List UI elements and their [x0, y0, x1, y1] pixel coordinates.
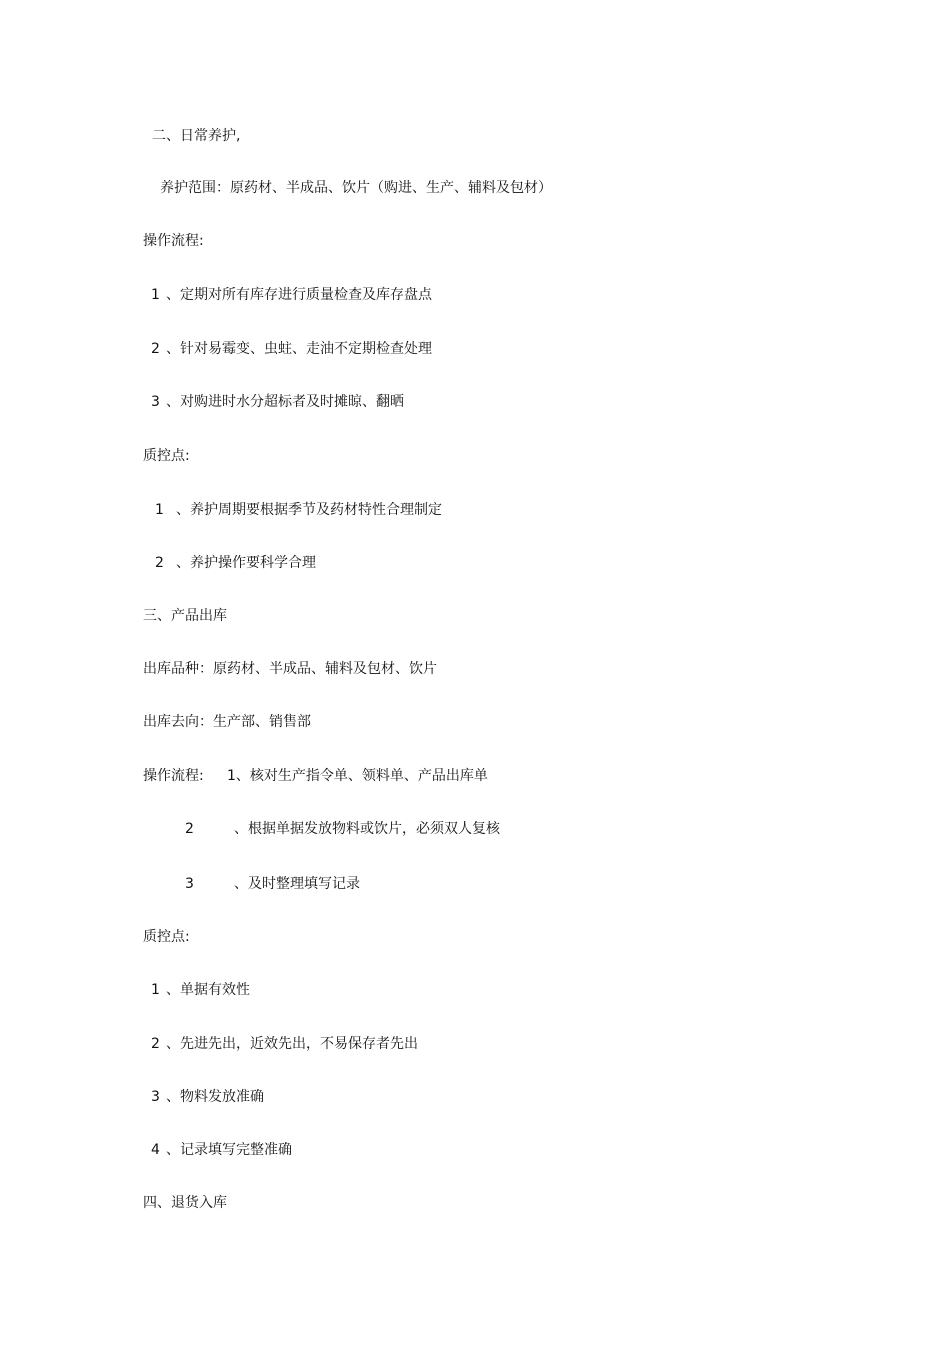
- qc-label: 质控点:: [143, 929, 190, 945]
- qc-text: 、单据有效性: [166, 982, 250, 998]
- qc-label: 质控点:: [143, 448, 190, 464]
- qc-text: 、养护操作要科学合理: [176, 555, 316, 571]
- step-number: 2: [151, 341, 160, 357]
- section-heading-daily-care: 二、日常养护,: [152, 128, 241, 144]
- step-number: 3: [185, 876, 194, 892]
- step-text: 、及时整理填写记录: [234, 876, 360, 892]
- qc-number: 1: [155, 502, 164, 518]
- step-text: 、定期对所有库存进行质量检查及库存盘点: [166, 287, 432, 303]
- outbound-process-first-step: 1、核对生产指令单、领料单、产品出库单: [227, 768, 488, 784]
- step-number: 3: [151, 394, 160, 410]
- section-heading-outbound: 三、产品出库: [143, 608, 227, 624]
- section-heading-returns: 四、退货入库: [143, 1195, 227, 1211]
- qc-number: 2: [155, 555, 164, 571]
- qc-text: 、先进先出，近效先出，不易保存者先出: [166, 1036, 418, 1052]
- qc-number: 4: [151, 1142, 160, 1158]
- outbound-destination: 出库去向：生产部、销售部: [143, 714, 311, 730]
- step-text: 、针对易霉变、虫蛀、走油不定期检查处理: [166, 341, 432, 357]
- step-number: 2: [185, 821, 194, 837]
- process-label: 操作流程:: [143, 768, 204, 784]
- care-scope: 养护范围：原药材、半成品、饮片（购进、生产、辅料及包材）: [160, 180, 552, 196]
- qc-text: 、养护周期要根据季节及药材特性合理制定: [176, 502, 442, 518]
- qc-number: 2: [151, 1036, 160, 1052]
- qc-text: 、记录填写完整准确: [166, 1142, 292, 1158]
- step-text: 、根据单据发放物料或饮片，必须双人复核: [234, 821, 500, 837]
- outbound-varieties: 出库品种：原药材、半成品、辅料及包材、饮片: [143, 661, 437, 677]
- process-label: 操作流程:: [143, 233, 204, 249]
- qc-text: 、物料发放准确: [166, 1089, 264, 1105]
- qc-number: 3: [151, 1089, 160, 1105]
- qc-number: 1: [151, 982, 160, 998]
- step-number: 1: [151, 287, 160, 303]
- step-text: 、对购进时水分超标者及时摊晾、翻晒: [166, 394, 404, 410]
